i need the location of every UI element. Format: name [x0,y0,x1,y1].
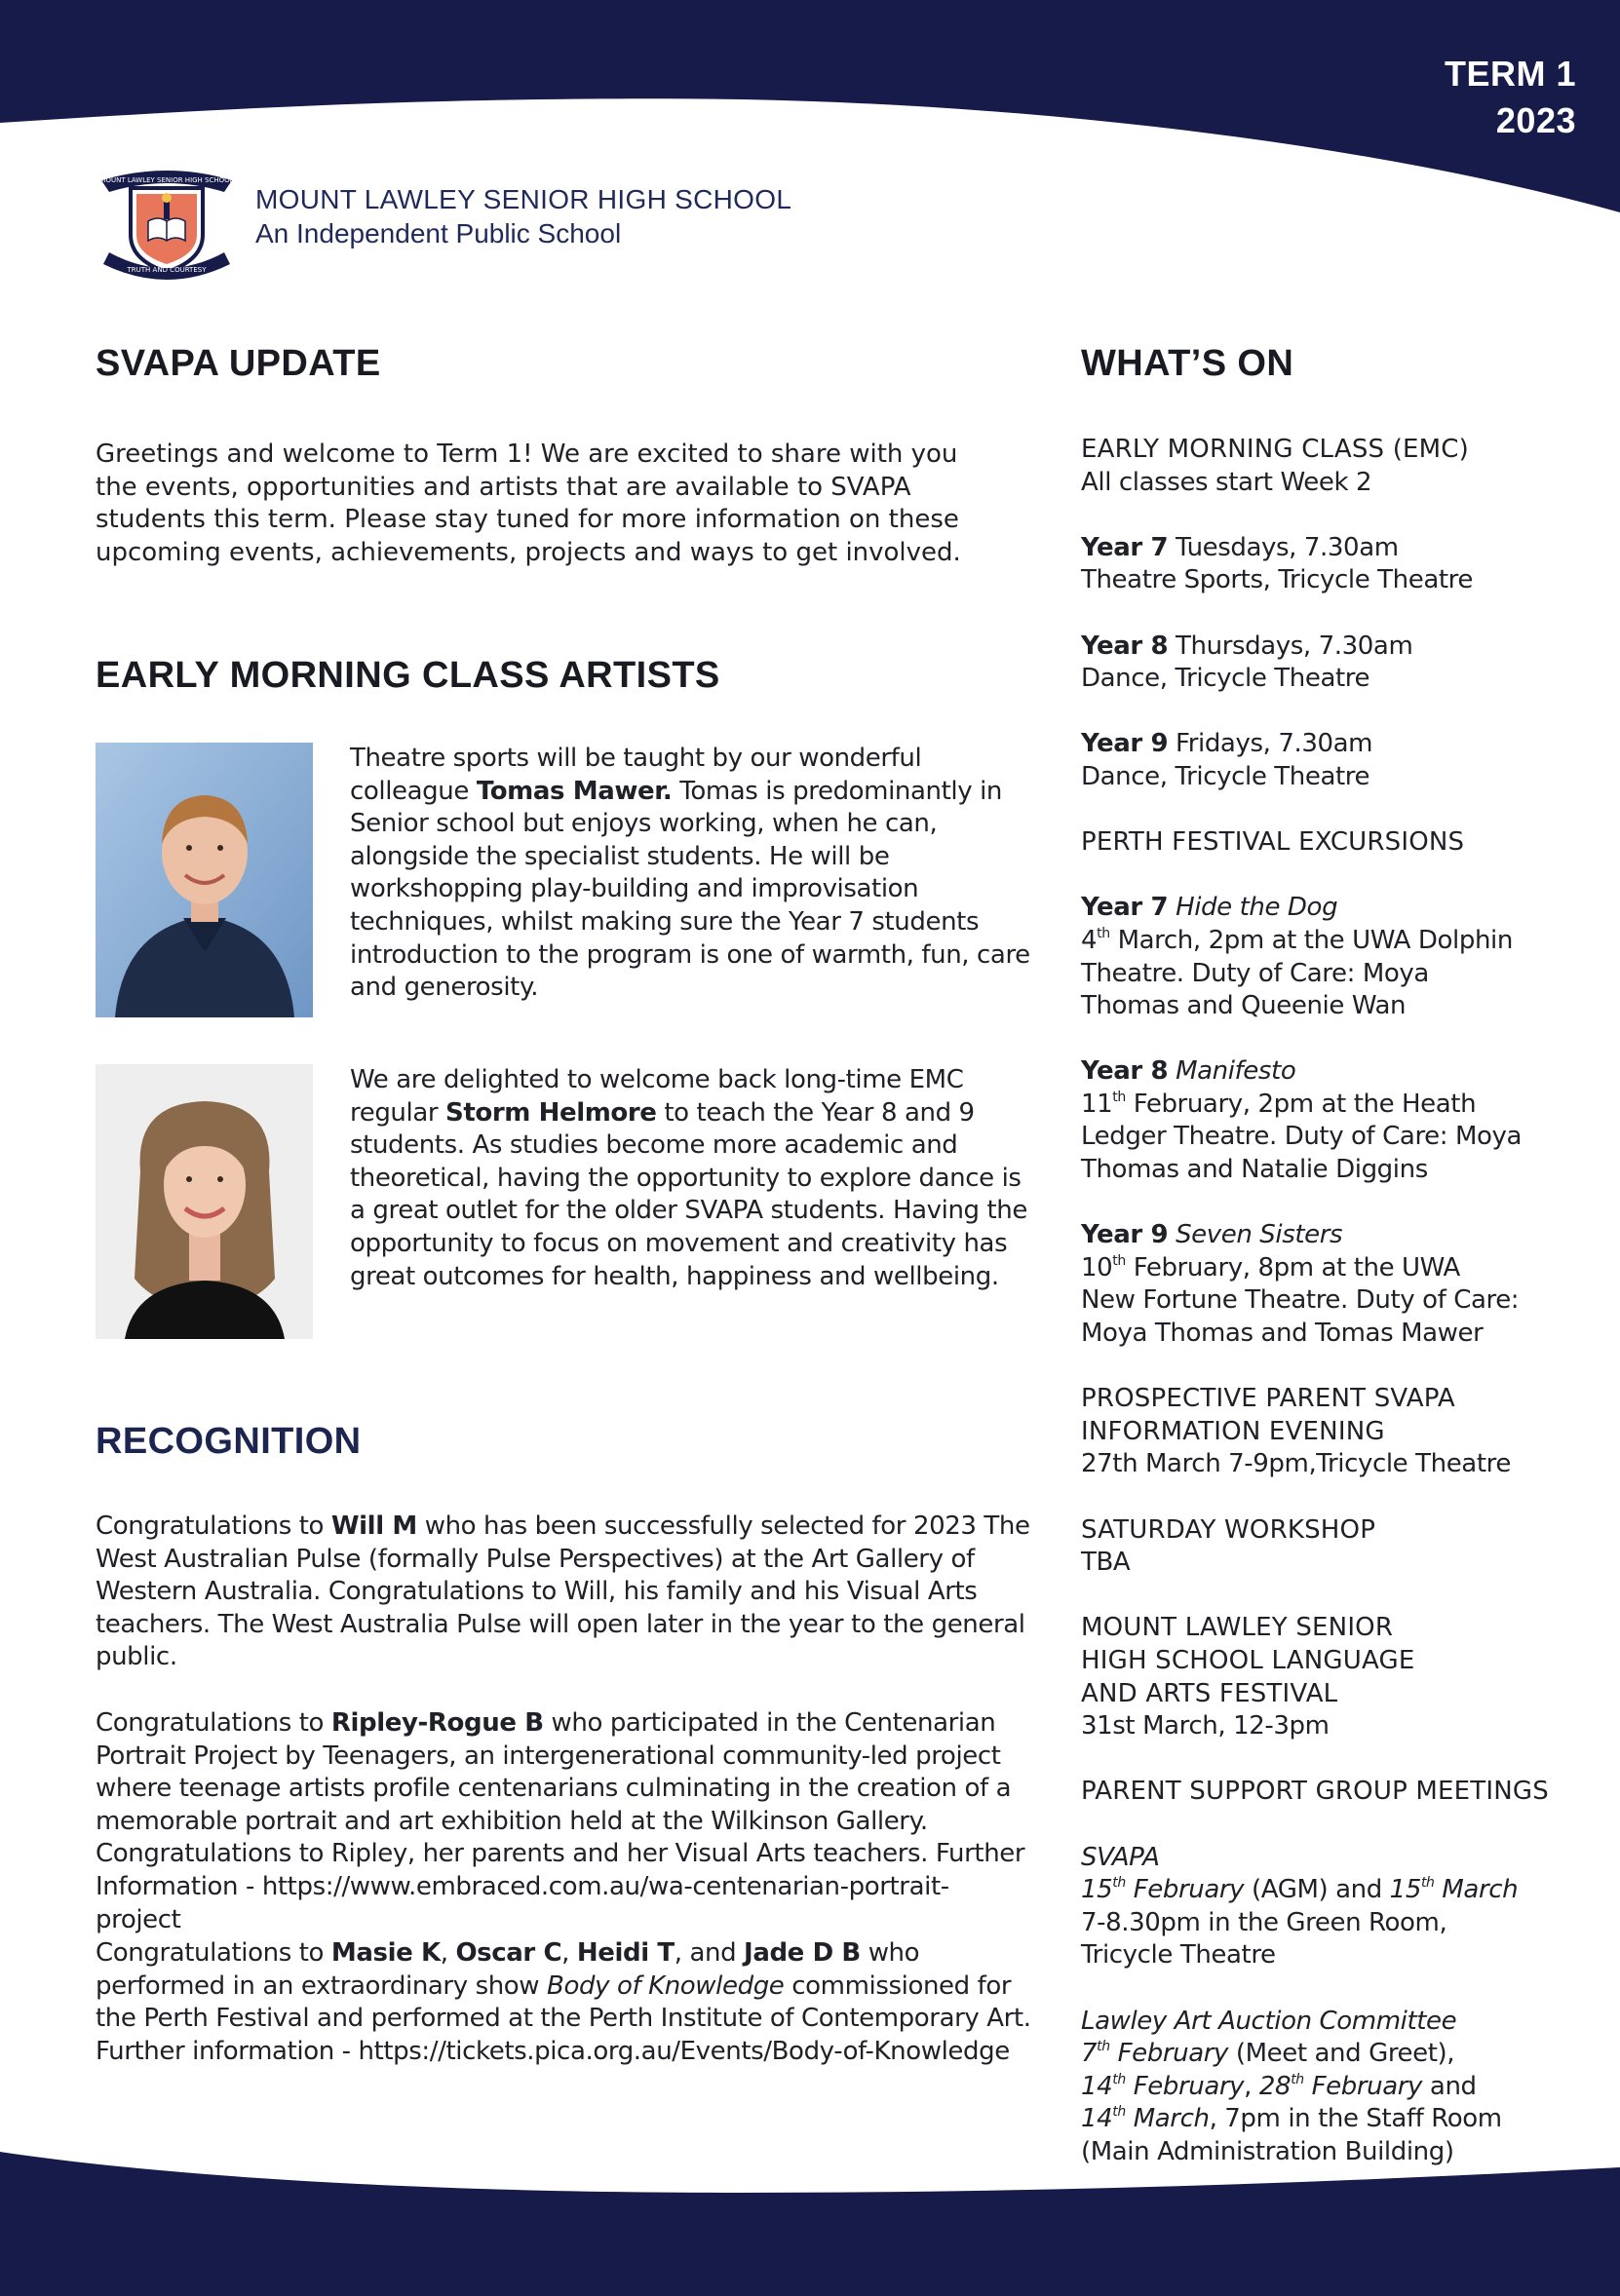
sw-heading: SATURDAY WORKSHOP [1081,1514,1376,1545]
r3-body-2: commissioned for the Perth Festival and performed at the Perth Institute of Contemporary Art. Further information - https://tickets.pica.org.au/Events/Body-of-Knowledge [96,1971,1031,2066]
svapa-mid: (AGM) and [1244,1875,1390,1905]
pf-year7 [1081,892,1588,1022]
tomas-text-1: Theatre sports will be taught by our wonderful colleague [350,744,922,806]
fest-heading-1: MOUNT LAWLEY SENIOR [1081,1613,1394,1643]
y9-label: Year 9 [1081,729,1169,759]
pf9-line2: New Fortune Theatre. Duty of Care: [1081,1285,1520,1316]
perth-festival-heading: PERTH FESTIVAL EXCURSIONS [1081,827,1465,858]
pf7-year: Year 7 [1081,893,1169,923]
tomas-mawer-photo [96,743,313,1017]
auction-m3: February [1303,2071,1423,2101]
auction-sup3: th [1291,2071,1304,2087]
r3-lead: Congratulations to [96,1938,331,1968]
term-label [1445,51,1576,144]
recognition-ripley-rogue [96,1707,1031,1936]
svapa-group-name: SVAPA [1081,1842,1160,1872]
r2-body: who participated in the Centenarian Portrait Project by Teenagers, an intergenerational community-led project where teenage artists profile centenarians culminating in the creation of a memorable portrait and art exhibition held at the Wilkinson Gallery. Congratulations to Ripley, her parents and her Visual Arts teachers. Further Information - https://www.embraced.com.au/wa-centenarian-portrait-project [96,1708,1025,1934]
crest-top-text: MOUNT LAWLEY SENIOR HIGH SCHOOL [99,176,234,184]
svapa-line2: 7-8.30pm in the Green Room, [1081,1907,1447,1937]
svapa-intro-text: Greetings and welcome to Term 1! We are excited to share with you the events, opportunities and artists that are available to SVAPA students this term. Please stay tuned for more information on these upcoming events, achievements, projects and ways to get involved. [96,440,961,567]
svapa-m2: March [1434,1875,1519,1905]
auction-m1: February [1109,2039,1229,2069]
pf8-line1: February, 2pm at the Heath [1125,1089,1477,1119]
top-wave-band [0,0,1620,224]
auction-m4: March [1125,2104,1210,2134]
r3-sep-2: , [561,1938,577,1968]
pf9-sup: th [1112,1252,1126,1269]
auction-sup4: th [1112,2104,1126,2121]
school-crest [94,159,240,286]
pf9-day: 10 [1081,1252,1113,1282]
svapa-sup1: th [1112,1875,1126,1892]
auction-sup1: th [1097,2039,1110,2055]
r3-sep-3: , and [674,1938,745,1968]
y8-what: Dance, Tricycle Theatre [1081,664,1370,694]
pf8-year: Year 8 [1081,1056,1169,1087]
r3-name-1: Masie K [330,1938,441,1968]
y9-when: Fridays, 7.30am [1168,729,1373,759]
pf8-sup: th [1112,1089,1126,1105]
pf9-line3: Moya Thomas and Tomas Mawer [1081,1319,1484,1349]
fest-heading-3: AND ARTS FESTIVAL [1081,1678,1338,1708]
pf8-day: 11 [1081,1089,1113,1119]
pp-heading-2: INFORMATION EVENING [1081,1416,1385,1446]
pf7-line3: Thomas and Queenie Wan [1081,991,1407,1021]
svapa-line3: Tricycle Theatre [1081,1940,1276,1971]
auction-d2: 14 [1081,2071,1113,2101]
emc-year8 [1081,631,1588,696]
svapa-sup2: th [1420,1875,1435,1892]
recognition-will-m [96,1511,1031,1674]
pf8-show: Manifesto [1176,1056,1296,1087]
pf7-sup: th [1097,925,1110,941]
pf9-line1: February, 8pm at the UWA [1125,1252,1460,1282]
school-name: MOUNT LAWLEY SENIOR HIGH SCHOOL [255,184,792,214]
auction-m2: February [1125,2071,1245,2101]
svapa-d2: 15 [1389,1875,1421,1905]
auction-t4: , 7pm in the Staff Room [1209,2104,1502,2134]
storm-helmore-paragraph [350,1064,1032,1293]
recognition-body-of-knowledge [96,1937,1031,2068]
auction-line4: (Main Administration Building) [1081,2136,1454,2166]
storm-text-1: We are delighted to welcome back long-time EMC regular [350,1065,964,1128]
auction-t1: (Meet and Greet), [1228,2039,1455,2069]
storm-helmore-photo [96,1064,313,1339]
emc-sub: All classes start Week 2 [1081,467,1372,497]
r1-body: who has been successfully selected for 2023 The West Australian Pulse (formally Pulse Perspectives) at the Art Gallery of Western Australia. Congratulations to Will, his family and his Visual Arts teachers. The West Australia Pulse will open later in the year to the general public. [96,1512,1030,1672]
prospective-parent-evening [1081,1383,1588,1481]
auction-d1: 7 [1081,2039,1098,2069]
r1-name: Will M [330,1512,417,1541]
svapa-d1: 15 [1081,1875,1113,1905]
auction-sup2: th [1112,2071,1126,2087]
bottom-wave-band [0,2130,1620,2296]
tomas-name: Tomas Mawer. [476,776,673,806]
r1-lead: Congratulations to [96,1512,331,1541]
r3-body-1: who performed in an extraordinary show [96,1938,920,2001]
saturday-workshop [1081,1514,1588,1580]
whats-on-heading: WHAT’S ON [1081,343,1294,384]
y7-what: Theatre Sports, Tricycle Theatre [1081,565,1473,595]
emc-artists-heading: EARLY MORNING CLASS ARTISTS [96,655,720,696]
sw-date: TBA [1081,1548,1131,1578]
pf8-line3: Thomas and Natalie Diggins [1081,1155,1428,1185]
parent-support-heading-block [1081,1776,1588,1809]
y9-what: Dance, Tricycle Theatre [1081,761,1370,791]
crest-motto: TRUTH AND COURTESY [127,266,207,274]
svapa-update-heading: SVAPA UPDATE [96,343,381,384]
pf8-line2: Ledger Theatre. Duty of Care: Moya [1081,1122,1523,1152]
psg-heading: PARENT SUPPORT GROUP MEETINGS [1081,1777,1549,1807]
auction-name: Lawley Art Auction Committee [1081,2006,1457,2036]
pf-year9 [1081,1219,1588,1350]
pf7-day: 4 [1081,925,1098,955]
emc-block [1081,434,1588,499]
pf7-line1: March, 2pm at the UWA Dolphin [1109,925,1513,955]
y8-when: Thursdays, 7.30am [1168,631,1413,661]
r3-show-title: Body of Knowledge [547,1971,785,2001]
r3-name-2: Oscar C [455,1938,562,1968]
auction-c2: , [1244,2071,1259,2101]
tomas-text-2: Tomas is predominantly in Senior school but enjoys working, when he can, alongside the specialist students. He will be workshopping play-building and improvisation techniques, whilst making sure the Year 7 students introduction to the program is one of warmth, fun, care and generosity. [350,776,1030,1003]
pf-year8 [1081,1055,1588,1186]
emc-year7 [1081,532,1588,597]
svapa-m1: February [1125,1875,1245,1905]
emc-heading: EARLY MORNING CLASS (EMC) [1081,435,1469,464]
y8-label: Year 8 [1081,631,1169,661]
school-subtitle: An Independent Public School [255,218,622,249]
pp-heading-1: PROSPECTIVE PARENT SVAPA [1081,1384,1455,1414]
pf9-show: Seven Sisters [1176,1220,1343,1250]
auction-d4: 14 [1081,2104,1113,2134]
perth-festival-heading-block [1081,826,1588,860]
svapa-group-meetings [1081,1842,1588,1972]
y7-when: Tuesdays, 7.30am [1168,532,1399,562]
tomas-mawer-paragraph [350,743,1032,1005]
r3-name-4: Jade D B [744,1938,861,1968]
pf9-year: Year 9 [1081,1220,1169,1250]
term-line-1: TERM 1 [1444,54,1576,94]
r3-name-3: Heidi T [576,1938,675,1968]
storm-name: Storm Helmore [445,1097,657,1128]
emc-year9 [1081,728,1588,793]
auction-d3: 28 [1258,2071,1292,2101]
recognition-heading: RECOGNITION [96,1421,362,1462]
whats-on-list [1081,434,1588,2168]
pf7-line2: Theatre. Duty of Care: Moya [1081,958,1429,988]
pf7-show: Hide the Dog [1176,893,1338,923]
auction-t3: and [1422,2071,1477,2101]
y7-label: Year 7 [1081,532,1169,562]
school-name-block [255,182,791,250]
r2-name: Ripley-Rogue B [330,1708,544,1738]
storm-text-2: to teach the Year 8 and 9 students. As studies become more academic and theoretical, having the opportunity to explore dance is a great outlet for the older SVAPA students. Having the opportunity to focus on movement and creativity has great outcomes for health, happiness and wellbeing. [350,1097,1027,1291]
r3-sep-1: , [440,1938,456,1968]
pp-date: 27th March 7-9pm,Tricycle Theatre [1081,1449,1511,1479]
term-year: 2023 [1495,100,1576,140]
language-arts-festival [1081,1612,1588,1742]
r2-lead: Congratulations to [96,1708,331,1738]
fest-heading-2: HIGH SCHOOL LANGUAGE [1081,1645,1415,1675]
fest-date: 31st March, 12-3pm [1081,1711,1330,1741]
